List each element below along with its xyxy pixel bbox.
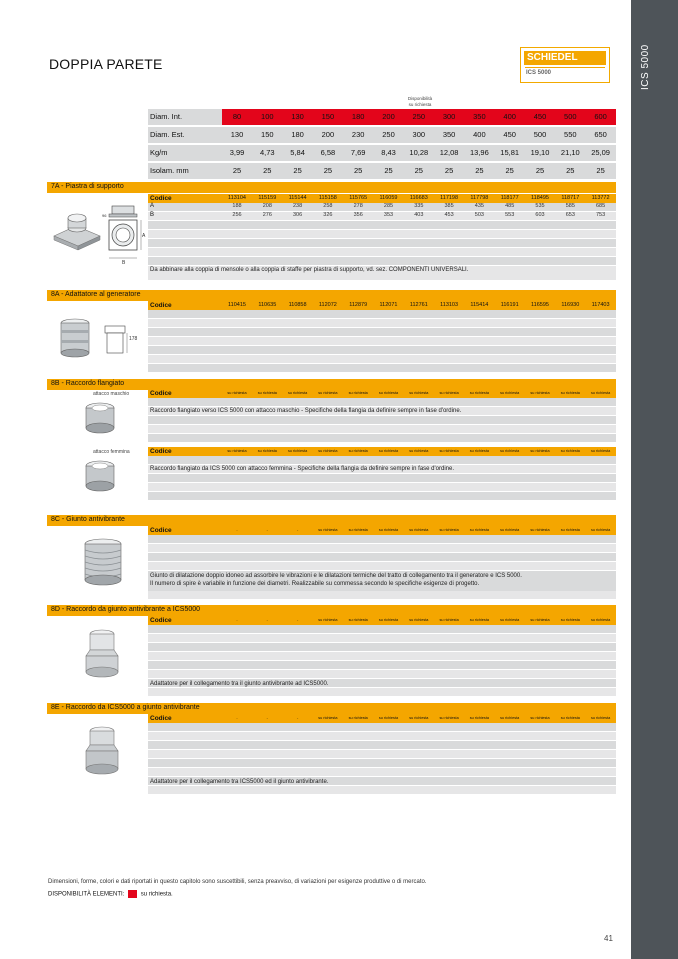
table-cell: 278: [353, 203, 363, 209]
table-cell: su richiesta: [439, 528, 459, 532]
table-row: [148, 759, 616, 767]
table-cell: 150: [261, 130, 274, 139]
page-number: 41: [604, 934, 613, 943]
table-row: [148, 723, 616, 731]
table-cell: su richiesta: [287, 391, 308, 395]
section-8b-note-female: Raccordo flangiato da ICS 5000 con attacco femmina - Specifiche della flangia da definire sempre in fase d'ordine.: [150, 466, 454, 472]
section-8c-header: [47, 515, 616, 526]
table-row: [148, 456, 616, 464]
table-cell: 250: [412, 112, 426, 121]
section-7a-row-a: [148, 203, 616, 211]
table-cell: 118495: [531, 195, 549, 201]
table-row: [148, 492, 616, 500]
table-cell: -: [296, 618, 299, 622]
table-cell: 150: [321, 112, 335, 121]
table-cell: 180: [351, 112, 365, 121]
section-8c-note: [150, 572, 522, 588]
table-cell: 25: [263, 166, 272, 175]
table-cell: 188: [232, 203, 242, 209]
section-8e-note: Adattatore per il collegamento tra ICS5000 ed il giunto antivibrante.: [150, 779, 329, 785]
table-cell: su richiesta: [257, 449, 277, 453]
availability-note: [395, 96, 445, 108]
legend-swatch: [128, 890, 137, 898]
table-cell: 21,10: [560, 148, 580, 157]
table-cell: 112072: [318, 302, 337, 308]
table-row: [148, 239, 616, 247]
section-title: 8B - Raccordo flangiato: [51, 380, 125, 387]
table-cell: su richiesta: [439, 391, 459, 395]
table-cell: 500: [533, 130, 547, 139]
table-row: [148, 346, 616, 354]
table-cell: 117403: [591, 302, 610, 308]
table-cell: su richiesta: [409, 528, 429, 532]
section-title: 8D - Raccordo da giunto antivibrante a ICS5000: [51, 606, 201, 613]
table-cell: su richiesta: [439, 449, 459, 453]
row-label: Kg/m: [150, 148, 168, 157]
section-7a-codes: [148, 194, 616, 203]
table-cell: 535: [535, 203, 545, 209]
table-cell: 25: [414, 166, 423, 175]
code-label: Codice: [150, 617, 172, 624]
table-cell: 25: [293, 166, 302, 175]
table-cell: 25: [505, 166, 514, 175]
table-cell: 300: [442, 112, 456, 121]
table-cell: 112761: [409, 302, 428, 308]
table-row: [148, 591, 616, 599]
table-cell: 238: [293, 203, 303, 209]
section-8e-codes: [148, 714, 616, 723]
table-cell: 115144: [288, 195, 307, 201]
table-cell: su richiesta: [318, 528, 338, 532]
table-cell: 115159: [258, 195, 277, 201]
table-row: [148, 364, 616, 372]
table-cell: 200: [382, 112, 395, 121]
section-8d-note: Adattatore per il collegamento tra il giunto antivibrante ad ICS5000.: [150, 681, 329, 687]
table-cell: 80: [232, 112, 242, 121]
section-8b-codes-female: [148, 447, 616, 456]
table-cell: 25,09: [591, 148, 610, 157]
table-cell: su richiesta: [530, 449, 550, 453]
table-cell: -: [296, 528, 299, 532]
table-cell: su richiesta: [530, 618, 550, 622]
table-cell: 116930: [561, 302, 580, 308]
table-cell: 25: [535, 166, 545, 175]
table-row: [148, 553, 616, 561]
table-row: [148, 750, 616, 758]
table-cell: 19,10: [530, 148, 550, 157]
table-cell: 25: [354, 166, 363, 175]
table-cell: su richiesta: [378, 716, 399, 720]
table-cell: su richiesta: [530, 391, 550, 395]
table-cell: 685: [596, 203, 606, 209]
footer-disclaimer: Dimensioni, forme, colori e dati riportati in questo capitolo sono suscettibili, senza preavviso, di variazioni per esigenze produttive o di mercato.: [48, 879, 427, 885]
section-8e-header: [47, 703, 616, 714]
support-plate-illustration: [50, 200, 146, 266]
table-cell: 385: [444, 203, 454, 209]
table-cell: su richiesta: [469, 716, 489, 720]
table-cell: 12,08: [439, 148, 459, 157]
table-cell: 653: [565, 212, 575, 218]
table-cell: su richiesta: [530, 716, 550, 720]
table-cell: su richiesta: [409, 449, 429, 453]
row-kgm: [148, 145, 616, 161]
dim-label-b: B: [122, 260, 126, 266]
table-cell: 25: [444, 166, 454, 175]
table-row: [148, 310, 616, 318]
table-cell: 603: [535, 212, 545, 218]
table-cell: 113103: [440, 302, 459, 308]
table-cell: su richiesta: [287, 449, 308, 453]
table-row: [148, 535, 616, 543]
table-row: [148, 398, 616, 406]
table-cell: 115158: [318, 195, 337, 201]
section-8d-codes: [148, 616, 616, 625]
table-cell: 200: [321, 130, 335, 139]
page-title: DOPPIA PARETE: [49, 56, 163, 72]
table-cell: 13,96: [470, 148, 489, 157]
table-row: [148, 221, 616, 229]
table-row: [148, 328, 616, 336]
table-row: [148, 337, 616, 345]
table-cell: 130: [291, 112, 304, 121]
table-cell: 6,58: [320, 148, 336, 157]
table-cell: su richiesta: [530, 528, 550, 532]
table-cell: su richiesta: [409, 716, 429, 720]
table-cell: 306: [293, 212, 303, 218]
table-cell: su richiesta: [318, 716, 338, 720]
table-cell: su richiesta: [590, 449, 611, 453]
table-cell: su richiesta: [348, 716, 368, 720]
table-row: [148, 319, 616, 327]
section-8d-header: [47, 605, 616, 616]
table-cell: su richiesta: [348, 618, 368, 622]
table-row: [148, 562, 616, 570]
table-cell: su richiesta: [469, 449, 489, 453]
code-label: Codice: [150, 527, 172, 534]
table-cell: -: [296, 716, 299, 720]
table-cell: 550: [564, 130, 577, 139]
table-cell: 350: [473, 112, 486, 121]
table-cell: 503: [474, 212, 484, 218]
table-cell: su richiesta: [409, 391, 429, 395]
table-cell: 753: [596, 212, 606, 218]
table-cell: 450: [533, 112, 547, 121]
row-isolam: [148, 163, 616, 179]
table-row: [148, 670, 616, 678]
table-cell: su richiesta: [227, 449, 247, 453]
table-cell: su richiesta: [590, 528, 611, 532]
brand-line: [525, 67, 605, 68]
table-cell: 25: [323, 166, 333, 175]
table-cell: su richiesta: [469, 618, 489, 622]
table-cell: su richiesta: [348, 528, 368, 532]
table-cell: 116191: [500, 302, 519, 308]
table-cell: 453: [444, 212, 454, 218]
section-title: 8E - Raccordo da ICS5000 a giunto antivibrante: [51, 704, 200, 711]
table-cell: 7,69: [350, 148, 366, 157]
table-cell: 113104: [228, 195, 246, 201]
footer-legend: [48, 890, 173, 898]
table-row: [148, 768, 616, 776]
dim-label: 178: [129, 336, 138, 342]
table-cell: su richiesta: [378, 618, 399, 622]
table-cell: 180: [291, 130, 304, 139]
sub-label-male: attacco maschio: [93, 391, 130, 397]
section-8c-note-line1: Giunto di dilatazione doppio idoneo ad assorbire le vibrazioni e le dilatazioni termiche del tratto di collegamento tra il generatore e ICS 5000.: [150, 573, 522, 579]
ics-to-joint-adapter-illustration: [80, 725, 124, 777]
table-cell: -: [236, 716, 238, 720]
row-label: Diam. Est.: [150, 130, 185, 139]
table-cell: su richiesta: [257, 391, 277, 395]
table-cell: su richiesta: [590, 716, 611, 720]
table-row: [148, 248, 616, 256]
table-row: [148, 483, 616, 491]
table-cell: su richiesta: [560, 391, 580, 395]
row-label: Diam. Int.: [150, 112, 183, 121]
table-cell: -: [266, 716, 268, 720]
row-diam-est: [148, 127, 616, 143]
dim-label-small: 96: [102, 213, 107, 218]
section-7a-header: [47, 182, 616, 193]
section-8b-note-male: Raccordo flangiato verso ICS 5000 con attacco maschio - Specifiche della flangia da definire sempre in fase d'ordine.: [150, 408, 462, 414]
table-cell: 335: [414, 203, 424, 209]
table-row: [148, 786, 616, 794]
table-cell: 8,43: [381, 148, 396, 157]
table-row: [148, 434, 616, 442]
table-cell: su richiesta: [560, 449, 580, 453]
section-8c-codes: [148, 526, 616, 535]
table-cell: -: [266, 528, 268, 532]
table-cell: su richiesta: [348, 449, 368, 453]
table-cell: 450: [503, 130, 516, 139]
table-cell: su richiesta: [469, 528, 489, 532]
table-cell: 118717: [561, 195, 580, 201]
table-cell: 116683: [409, 195, 428, 201]
table-cell: su richiesta: [500, 449, 520, 453]
table-row: [148, 732, 616, 740]
table-cell: su richiesta: [348, 391, 368, 395]
section-8a-codes: [148, 301, 616, 310]
table-cell: 250: [382, 130, 395, 139]
table-cell: 25: [232, 166, 242, 175]
table-cell: 435: [474, 203, 484, 209]
table-cell: su richiesta: [318, 449, 338, 453]
table-cell: 115765: [349, 195, 368, 201]
table-cell: 258: [323, 203, 333, 209]
table-cell: 15,81: [500, 148, 520, 157]
table-cell: 116059: [379, 195, 398, 201]
side-label-text: ICS 5000: [640, 44, 651, 90]
row-label: Isolam. mm: [150, 166, 189, 175]
section-7a-row-b: [148, 212, 616, 220]
table-row: [148, 230, 616, 238]
table-cell: 130: [230, 130, 244, 139]
table-cell: 285: [383, 203, 394, 209]
table-cell: 585: [565, 203, 575, 209]
table-row: [148, 425, 616, 433]
table-cell: -: [266, 618, 268, 622]
table-cell: 3,99: [229, 148, 245, 157]
table-row: [148, 652, 616, 660]
table-cell: 300: [412, 130, 426, 139]
table-row: [148, 741, 616, 749]
table-cell: su richiesta: [378, 528, 399, 532]
table-cell: su richiesta: [409, 618, 429, 622]
table-cell: 110635: [258, 302, 277, 308]
section-7a-note: Da abbinare alla coppia di mensole o alla coppia di staffe per piastra di supporto, vd. sez. COMPONENTI UNIVERSALI.: [150, 267, 469, 273]
table-cell: su richiesta: [590, 618, 611, 622]
dim-label-a: A: [142, 233, 146, 239]
table-cell: su richiesta: [560, 618, 580, 622]
table-cell: 276: [262, 212, 272, 218]
section-title: 7A - Piastra di supporto: [51, 183, 124, 190]
table-row: [148, 634, 616, 642]
table-cell: 113772: [591, 195, 610, 201]
section-8b-codes-male: [148, 389, 616, 398]
table-cell: 112071: [379, 302, 398, 308]
table-cell: su richiesta: [439, 716, 459, 720]
table-row: [148, 257, 616, 265]
brand-product: ICS 5000: [526, 70, 552, 76]
availability-line2: su richiesta: [408, 102, 432, 107]
table-cell: -: [236, 528, 238, 532]
table-cell: 116595: [531, 302, 549, 308]
row-label: A: [150, 203, 155, 209]
table-cell: 117798: [470, 195, 489, 201]
table-cell: 5,84: [290, 148, 305, 157]
table-cell: 25: [475, 166, 484, 175]
joint-to-ics-adapter-illustration: [80, 628, 124, 680]
table-cell: 25: [596, 166, 605, 175]
code-label: Codice: [150, 195, 172, 202]
table-cell: su richiesta: [560, 528, 580, 532]
brand-logo: [520, 47, 610, 83]
table-cell: 326: [323, 212, 333, 218]
antivibration-joint-illustration: [75, 538, 131, 588]
table-cell: 112879: [349, 302, 368, 308]
table-cell: 110858: [288, 302, 307, 308]
row-label: B: [150, 212, 155, 218]
table-cell: 600: [594, 112, 607, 121]
section-title: 8A - Adattatore al generatore: [51, 291, 141, 298]
table-row: [148, 355, 616, 363]
availability-line1: Disponibilità: [407, 96, 433, 101]
generator-adapter-illustration: [55, 318, 145, 360]
table-cell: 350: [442, 130, 456, 139]
table-cell: su richiesta: [318, 391, 338, 395]
section-8c-note-line2: Il numero di spire è variabile in funzione dei diametri. Realizzabile su commessa secondo le specifiche esigenze di progetto.: [150, 581, 480, 587]
flanged-female-illustration: [80, 458, 120, 498]
table-row: [148, 474, 616, 482]
table-cell: 4,73: [259, 148, 275, 157]
table-cell: 356: [353, 212, 363, 218]
table-cell: su richiesta: [590, 391, 611, 395]
table-cell: 100: [261, 112, 274, 121]
legend-text: su richiesta.: [140, 891, 173, 898]
table-cell: su richiesta: [500, 618, 520, 622]
table-cell: 403: [414, 212, 424, 218]
section-8a-header: [47, 290, 616, 301]
table-cell: su richiesta: [500, 528, 520, 532]
table-row: [148, 688, 616, 696]
table-row: [148, 544, 616, 552]
row-diam-int: [148, 109, 616, 125]
table-row: [148, 661, 616, 669]
table-row: [148, 643, 616, 651]
table-cell: 485: [505, 203, 515, 209]
table-cell: su richiesta: [500, 391, 520, 395]
table-cell: 115414: [470, 302, 489, 308]
code-label: Codice: [150, 302, 172, 309]
table-cell: 25: [566, 166, 575, 175]
table-cell: su richiesta: [560, 716, 580, 720]
table-cell: 110415: [228, 302, 246, 308]
section-title: 8C - Giunto antivibrante: [51, 516, 125, 523]
table-row: [148, 416, 616, 424]
table-cell: 230: [351, 130, 365, 139]
code-label: Codice: [150, 390, 172, 397]
table-cell: su richiesta: [500, 716, 520, 720]
table-cell: -: [236, 618, 238, 622]
code-label: Codice: [150, 448, 172, 455]
legend-label: DISPONIBILITÀ ELEMENTI:: [48, 891, 125, 898]
table-cell: 500: [564, 112, 577, 121]
table-cell: 650: [594, 130, 607, 139]
table-cell: 353: [383, 212, 394, 218]
table-cell: su richiesta: [469, 391, 489, 395]
table-cell: 117198: [440, 195, 459, 201]
table-cell: su richiesta: [439, 618, 459, 622]
table-cell: 25: [384, 166, 393, 175]
flanged-male-illustration: [80, 400, 120, 440]
code-label: Codice: [150, 715, 172, 722]
table-cell: 256: [232, 212, 242, 218]
brand-name: SCHIEDEL: [524, 51, 606, 65]
table-cell: 553: [505, 212, 515, 218]
table-cell: 118177: [500, 195, 519, 201]
table-cell: 400: [503, 112, 516, 121]
table-row: [148, 625, 616, 633]
table-cell: 400: [473, 130, 486, 139]
table-cell: su richiesta: [227, 391, 247, 395]
table-cell: su richiesta: [378, 391, 399, 395]
table-cell: su richiesta: [378, 449, 399, 453]
sub-label-female: attacco femmina: [93, 449, 130, 455]
table-cell: su richiesta: [318, 618, 338, 622]
table-cell: 10,28: [409, 148, 429, 157]
side-band: [631, 0, 678, 959]
table-cell: 208: [262, 203, 272, 209]
